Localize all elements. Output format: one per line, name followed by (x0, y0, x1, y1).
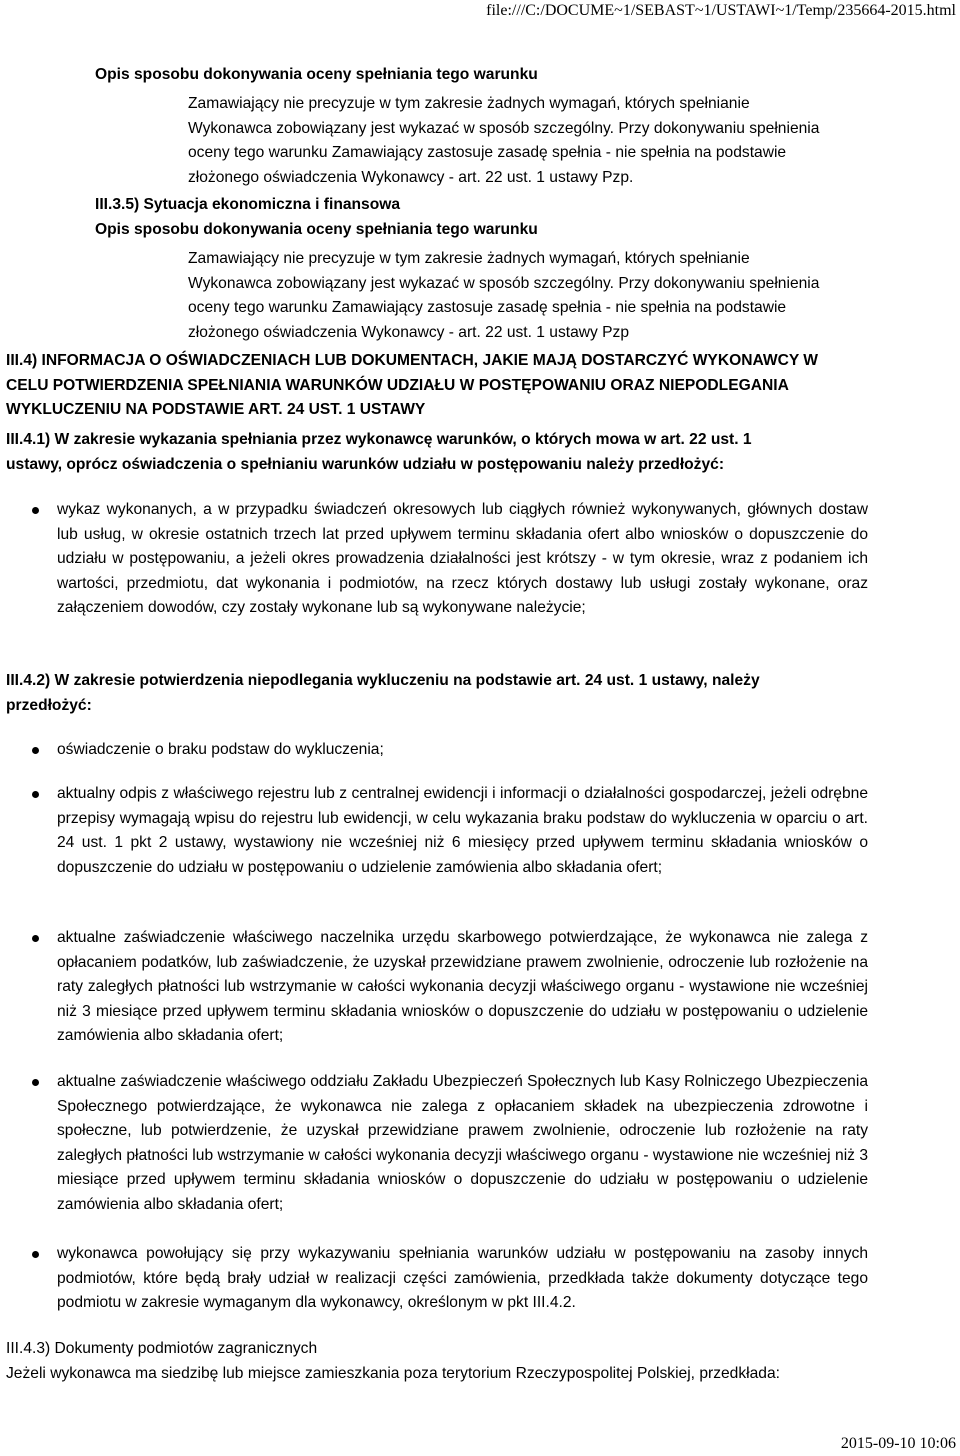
title-line: przedłożyć: (6, 696, 92, 714)
section-title-4 (6, 349, 818, 423)
assessment-text-1 (188, 92, 888, 190)
text-line: złożonego oświadczenia Wykonawcy - art. 22 ust. 1 ustawy Pzp. (188, 168, 634, 186)
list-item: aktualne zaświadczenie właściwego oddziału Zakładu Ubezpieczeń Społecznych lub Kasy Rolniczego Ubezpieczenia Społecznego potwierdzające, że wykonawca nie zalega z opłacaniem składek na ubezpieczenia zdrowotne i społeczne, lub potwierdzenie, że uzyskał przewidziane prawem zwolnienie, odroczenie lub rozłożenie na raty zaległych płatności lub wstrzymanie w całości wykonania decyzji właściwego organu - wystawione nie wcześniej niż 3 miesiące przed upływem terminu składania wniosków o dopuszczenie do udziału w postępowaniu o udzielenie zamówienia albo składania ofert; (6, 1070, 868, 1217)
assessment-heading-1: Opis sposobu dokonywania oceny spełniania tego warunku (95, 66, 538, 83)
text-line: oceny tego warunku Zamawiający zastosuje zasadę spełnia - nie spełnia na podstawie (188, 299, 787, 316)
text-line: Wykonawca zobowiązany jest wykazać w sposób szczególny. Przy dokonywaniu spełnienia (188, 274, 820, 292)
section-title-4-3: III.4.3) Dokumenty podmiotów zagranicznych (6, 1340, 318, 1357)
title-line: III.4.1) W zakresie wykazania spełniania przez wykonawcę warunków, o których mowa w art. 22 ust. 1 (6, 431, 752, 448)
section-text-4-3: Jeżeli wykonawca ma siedzibę lub miejsce zamieszkania poza terytorium Rzeczypospolitej Polskiej, przedkłada: (6, 1365, 780, 1382)
section-title-4-1 (6, 428, 752, 477)
list-item: aktualne zaświadczenie właściwego naczelnika urzędu skarbowego potwierdzające, że wykonawca nie zalega z opłacaniem podatków, lub zaświadczenie, że uzyskał przewidziane prawem zwolnienie, odroczenie lub rozłożenie na raty zaległych płatności lub wstrzymanie w całości wykonania decyzji właściwego organu - wystawione nie wcześniej niż 3 miesiące przed upływem terminu składania wniosków o dopuszczenie do udziału w postępowaniu o udzielenie zamówienia albo składania ofert; (6, 926, 868, 1049)
text-line: Zamawiający nie precyzuje w tym zakresie żadnych wymagań, których spełnianie (188, 250, 750, 267)
title-line: ustawy, oprócz oświadczenia o spełnianiu warunków udziału w postępowaniu należy przedłożyć: (6, 455, 725, 473)
text-line: Wykonawca zobowiązany jest wykazać w sposób szczególny. Przy dokonywaniu spełnienia (188, 119, 820, 137)
text-line: złożonego oświadczenia Wykonawcy - art. 22 ust. 1 ustawy Pzp (188, 323, 630, 341)
section-title-3-5: III.3.5) Sytuacja ekonomiczna i finansowa (95, 196, 401, 213)
list-item: wykonawca powołujący się przy wykazywaniu spełniania warunków udziału w postępowaniu na zasoby innych podmiotów, które będą brały udział w realizacji części zamówienia, przedkłada także dokumenty dotyczące tego podmiotu w zakresie wymaganym dla wykonawcy, określonym w pkt III.4.2. (6, 1242, 868, 1316)
bullet-icon (32, 1079, 39, 1086)
section-title-4-2 (6, 669, 760, 718)
bullet-icon (32, 1251, 39, 1258)
bullet-icon (32, 747, 39, 754)
file-path-header: file:///C:/DOCUME~1/SEBAST~1/USTAWI~1/Temp/235664-2015.html (486, 2, 956, 19)
text-line: Zamawiający nie precyzuje w tym zakresie żadnych wymagań, których spełnianie (188, 95, 750, 112)
assessment-heading-2: Opis sposobu dokonywania oceny spełniania tego warunku (95, 221, 538, 238)
title-line: III.4) INFORMACJA O OŚWIADCZENIACH LUB DOKUMENTACH, JAKIE MAJĄ DOSTARCZYĆ WYKONAWCY W (6, 352, 819, 369)
title-line: III.4.2) W zakresie potwierdzenia niepodlegania wykluczeniu na podstawie art. 24 ust. 1 ustawy, należy (6, 672, 760, 689)
print-timestamp: 2015-09-10 10:06 (840, 1435, 956, 1452)
list-item: wykaz wykonanych, a w przypadku świadczeń okresowych lub ciągłych również wykonywanych, głównych dostaw lub usług, w okresie ostatnich trzech lat przed upływem terminu składania ofert albo wniosków o dopuszczenie do udziału w postępowaniu, a jeżeli okres prowadzenia działalności jest krótszy - w tym okresie, wraz z podaniem ich wartości, przedmiotu, dat wykonania i podmiotów, na rzecz których dostawy lub usługi zostały wykonane, oraz załączeniem dowodów, czy zostały wykonane lub są wykonywane należycie; (6, 498, 868, 621)
text-line: oceny tego warunku Zamawiający zastosuje zasadę spełnia - nie spełnia na podstawie (188, 144, 787, 161)
title-line: CELU POTWIERDZENIA SPEŁNIANIA WARUNKÓW UDZIAŁU W POSTĘPOWANIU ORAZ NIEPODLEGANIA (6, 376, 789, 394)
assessment-text-2 (188, 247, 888, 345)
bullet-icon (32, 791, 39, 798)
bullet-icon (32, 507, 39, 514)
list-item: aktualny odpis z właściwego rejestru lub z centralnej ewidencji i informacji o działalności gospodarczej, jeżeli odrębne przepisy wymagają wpisu do rejestru lub ewidencji, w celu wykazania braku podstaw do wykluczenia w oparciu o art. 24 ust. 1 pkt 2 ustawy, wystawiony nie wcześniej niż 6 miesięcy przed upływem terminu składania wniosków o dopuszczenie do udziału w postępowaniu o udzielenie zamówienia albo składania ofert; (6, 782, 868, 880)
bullet-icon (32, 935, 39, 942)
title-line: WYKLUCZENIU NA PODSTAWIE ART. 24 UST. 1 USTAWY (6, 401, 426, 418)
list-item: oświadczenie o braku podstaw do wykluczenia; (6, 738, 868, 763)
